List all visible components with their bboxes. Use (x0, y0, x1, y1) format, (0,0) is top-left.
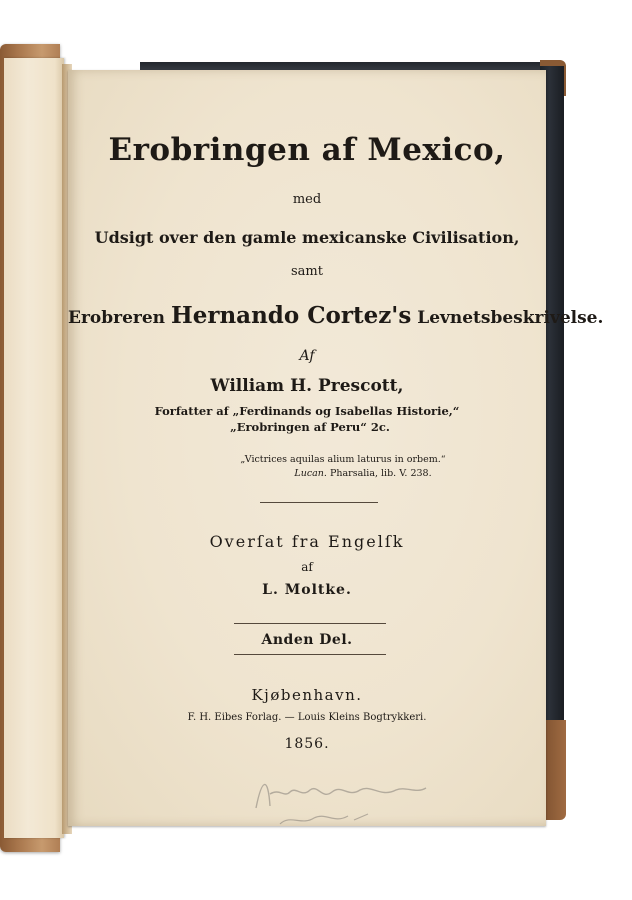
publisher-line: F. H. Eibes Forlag. — Louis Kleins Bogtrykkeri. (187, 712, 427, 723)
divider-rule-1 (260, 502, 378, 503)
cortez-name: Hernando Cortez's (170, 302, 412, 329)
line-af: Af (299, 348, 315, 364)
title-page (68, 70, 604, 826)
book-subtitle: Udsigt over den gamle mexicanske Civilisation, (94, 228, 520, 247)
author-name: William H. Prescott, (210, 376, 404, 396)
line-med: med (292, 192, 322, 207)
cortez-prefix: Erobreren (68, 308, 166, 328)
place-of-publication: Kjøbenhavn. (251, 686, 363, 704)
cortez-line (68, 302, 604, 329)
line-samt: samt (291, 264, 323, 279)
translator-name: L. Moltke. (262, 582, 352, 598)
divider-rule-2 (234, 623, 386, 624)
author-works-1: Forfatter af „Ferdinands og Isabellas Historie,“ (154, 404, 460, 418)
translated-from: Overſat fra Engelſk (209, 532, 405, 551)
epigraph: „Victrices aquilas alium laturus in orbem.“ (240, 454, 446, 465)
line-af-2: af (301, 560, 313, 574)
volume-label: Anden Del. (261, 632, 353, 648)
cortez-suffix: Levnetsbeskrivelse. (417, 308, 604, 328)
epigraph-reference: Pharsalia, lib. V. 238. (329, 468, 432, 479)
author-works-2: „Erobringen af Peru“ 2c. (230, 420, 390, 434)
left-leaf (4, 58, 64, 838)
epigraph-author: Lucan. (294, 468, 327, 479)
divider-rule-3 (234, 654, 386, 655)
pencil-inscription (250, 768, 430, 828)
publication-year: 1856. (284, 736, 330, 752)
book-title: Erobringen af Mexico, (108, 132, 506, 168)
epigraph-source (208, 468, 518, 479)
